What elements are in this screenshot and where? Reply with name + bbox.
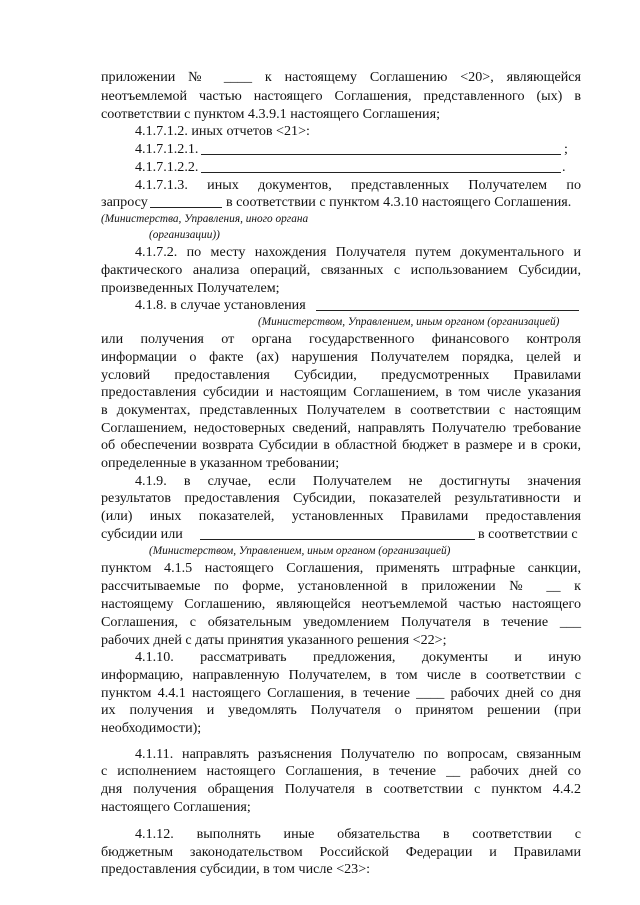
text-line: предоставления субсидии и настоящим Соглашением, в том числе указания (101, 384, 581, 400)
fill-blank-line (201, 142, 561, 155)
text-line: пунктом 4.4.1 настоящего Соглашения, в течение ____ рабочих дней со дня (101, 685, 581, 701)
text-line: результатов предоставления Субсидии, показателей результативности и (101, 490, 581, 506)
text-line: неотъемлемой частью настоящего Соглашения, представленного (ых) в (101, 88, 581, 104)
text-line: пунктом 4.1.5 настоящего Соглашения, применять штрафные санкции, (101, 560, 581, 576)
fill-blank-line (201, 160, 561, 173)
text-line: произведенных Получателем; (101, 280, 280, 296)
text-line: в соответствии с (478, 526, 578, 542)
text-line: дня получения обращения Получателя в соответствии с пунктом 4.4.2 (101, 781, 581, 797)
text-line: субсидии или (101, 526, 183, 542)
text-line: настоящему Соглашению, являющейся неотъемлемой частью настоящего (101, 596, 581, 612)
caption-line: (Министерством, Управлением, иным органом (организацией) (149, 545, 451, 557)
text-line: 4.1.9. в случае, если Получателем не достигнуты значения (135, 473, 581, 489)
text-line: . (562, 159, 566, 175)
text-line: или получения от органа государственного финансового контроля (101, 331, 581, 347)
fill-blank-line (316, 298, 579, 311)
text-line: необходимости); (101, 720, 202, 736)
text-line: 4.1.8. в случае установления (135, 297, 306, 313)
text-line: определенные в указанном требовании; (101, 455, 340, 471)
caption-line: (организации)) (149, 229, 220, 241)
text-line: приложении № ____ к настоящему Соглашению <20>, являющейся (101, 69, 581, 85)
fill-blank-line (150, 195, 222, 208)
text-line: рассчитываемые по форме, установленной в приложении № __ к (101, 578, 581, 594)
text-line: 4.1.7.1.3. иных документов, представленных Получателем по (135, 177, 581, 193)
text-line: 4.1.12. выполнять иные обязательства в соответствии с (135, 826, 581, 842)
caption-line: (Министерством, Управлением, иным органом (организацией) (258, 316, 560, 328)
fill-blank-line (200, 527, 475, 540)
text-line: 4.1.11. направлять разъяснения Получателю по вопросам, связанным (135, 746, 581, 762)
text-line: об обеспечении возврата Субсидии в областной бюджет в размере и в сроки, (101, 437, 581, 453)
text-line: информации о факте (ах) нарушения Получателем порядка, целей и (101, 349, 581, 365)
text-line: фактического анализа операций, связанных с использованием Субсидии, (101, 262, 581, 278)
text-line: рабочих дней с даты принятия указанного решения <22>; (101, 632, 447, 648)
text-line: бюджетным законодательством Российской Федерации и Правилами (101, 844, 581, 860)
caption-line: (Министерства, Управления, иного органа (101, 213, 309, 225)
text-line: соответствии с пунктом 4.3.9.1 настоящего Соглашения; (101, 106, 440, 122)
text-line: (или) иных показателей, установленных Правилами предоставления (101, 508, 581, 524)
text-line: 4.1.7.1.2. иных отчетов <21>: (135, 123, 310, 139)
text-line: в документах, представленных Получателем в соответствии с настоящим (101, 402, 581, 418)
text-line: 4.1.10. рассматривать предложения, документы и иную (135, 649, 581, 665)
text-line: 4.1.7.1.2.2. (135, 159, 199, 175)
text-line: их получения и уведомлять Получателя о принятом решении (при (101, 702, 581, 718)
text-line: в соответствии с пунктом 4.3.10 настоящего Соглашения. (226, 194, 572, 210)
text-line: предоставления субсидии, в том числе <23>: (101, 861, 371, 877)
text-line: информацию, направленную Получателем, в том числе в соответствии с (101, 667, 581, 683)
text-line: Соглашением, недостоверных сведений, направлять Получателю требование (101, 420, 581, 436)
text-line: Соглашения, с обязательным уведомлением Получателя в течение ___ (101, 614, 581, 630)
text-line: настоящего Соглашения; (101, 799, 251, 815)
text-line: условий предоставления Субсидии, предусмотренных Правилами (101, 367, 581, 383)
text-line: ; (564, 141, 568, 157)
text-line: с исполнением настоящего Соглашения, в течение __ рабочих дней со (101, 763, 581, 779)
text-line: 4.1.7.1.2.1. (135, 141, 199, 157)
text-line: 4.1.7.2. по месту нахождения Получателя путем документального и (135, 244, 581, 260)
text-line: запросу (101, 194, 148, 210)
